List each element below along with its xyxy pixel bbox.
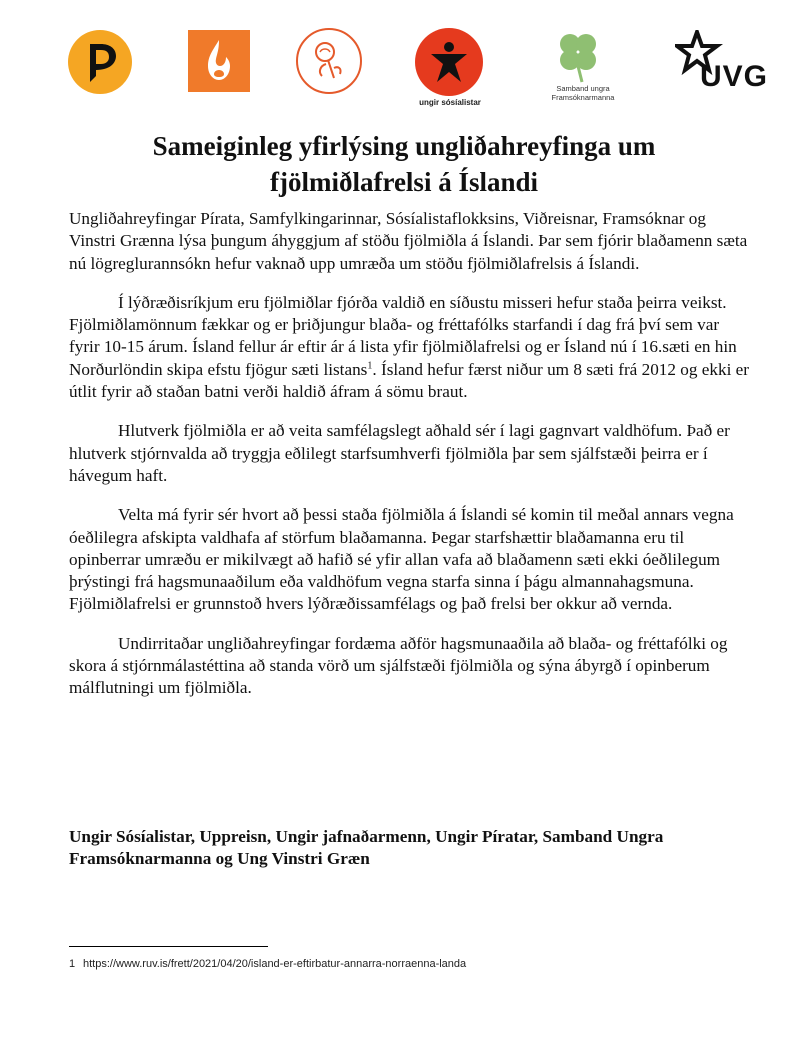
paragraph-1: Ungliðahreyfingar Pírata, Samfylkingarinnar, Sósíalistaflokksins, Viðreisnar, Framsóknar og Vinstri Grænna lýsa þungum áhyggjum af stöðu fjölmiðla á Íslandi. Þar sem fjórir blaðamenn sæta nú lögreglurannsókn hefur vaknað upp umræða um stöðu fjölmiðlafrelsis á Íslandi. — [69, 209, 748, 273]
paragraph-2 — [69, 292, 749, 403]
paragraph-2-part-a: Í lýðræðisríkjum eru fjölmiðlar fjórða valdið en síðustu misseri hefur staða þeirra veikst. Fjölmiðlamönnum fækkar og er þriðjungur blaða- og fréttafólks starfandi í dag frá því sem var fyrir 10-15 árum. Ísland fellur ár eftir ár á lista yfir fjölmiðlafrelsi og er Ísland nú í 16.sæti en hin Norðurlöndin skipa efstu fjögur sæti listans — [69, 292, 737, 379]
footnote-divider — [69, 946, 268, 947]
rose-fist-logo — [296, 28, 362, 94]
footnote-reference[interactable]: 1 — [367, 360, 373, 372]
samband-caption-line1: Samband ungra — [556, 84, 610, 93]
footnote — [69, 958, 466, 970]
paragraph-5: Undirritaðar ungliðahreyfingar fordæma aðför hagsmunaaðila að blaða- og fréttafólki og skora á stjórnmálastéttina að standa vörð um sjálfstæði fjölmiðla og sýna ábyrgð í opinberum málflutningi um fjölmiðla. — [69, 633, 728, 698]
ungir-sosialistar-logo — [415, 28, 483, 96]
title-line-1: Sameiginleg yfirlýsing ungliðahreyfinga um — [152, 131, 656, 161]
logo-row — [60, 24, 790, 114]
paragraph-3: Hlutverk fjölmiðla er að veita samfélagslegt aðhald sér í lagi gagnvart valdhöfum. Það er hlutverk stjórnvalda að tryggja eðlilegt starfsumhverfi fjölmiðla þar sem sjálfstæði þeirra er í hávegum haft. — [69, 421, 730, 485]
title-line-2: fjölmiðlafrelsi á Íslandi — [269, 167, 538, 197]
samband-caption-line2: Framsóknarmanna — [551, 93, 615, 102]
uvg-wordmark: UVG — [700, 60, 769, 93]
pirate-party-logo — [68, 30, 132, 94]
footnote-link[interactable]: https://www.ruv.is/frett/2021/04/20/island-er-eftirbatur-annarra-norraenna-landa — [83, 958, 467, 970]
samband-caption — [538, 84, 628, 102]
signatories: Ungir Sósíalistar, Uppreisn, Ungir jafnaðarmenn, Ungir Píratar, Samband Ungra Framsóknarmanna og Ung Vinstri Græn — [69, 827, 664, 869]
paragraph-4: Velta má fyrir sér hvort að þessi staða fjölmiðla á Íslandi sé komin til meðal annars vegna óeðlilegra afskipta valdhafa af störfum blaðamanna. Þegar starfshættir blaðamanna eru til opinberrar umræðu er mikilvægt að hafið sé yfir allan vafa að blaðamenn sæti ekki óeðlilegum þrýstingi frá hagsmunaaðilum eða valdhöfum vegna starfa sinna í þágu almannahagsmuna. Fjölmiðlafrelsi er grunnstoð hvers lýðræðissamfélags og það frelsi ber okkur að vernda. — [69, 505, 734, 614]
statement-body — [69, 208, 749, 717]
clover-logo — [548, 26, 608, 86]
paragraph-2-part-b: . Ísland hefur færst niður um 8 sæti frá 2012 og ekki er útlit fyrir að staðan batni verði haldið áfram á sömu braut. — [69, 359, 749, 402]
page-title — [60, 128, 748, 200]
footnote-mark: 1 — [69, 958, 76, 970]
ungir-sosialistar-caption: ungir sósíalistar — [419, 98, 481, 107]
samfylkingin-logo — [188, 30, 250, 92]
